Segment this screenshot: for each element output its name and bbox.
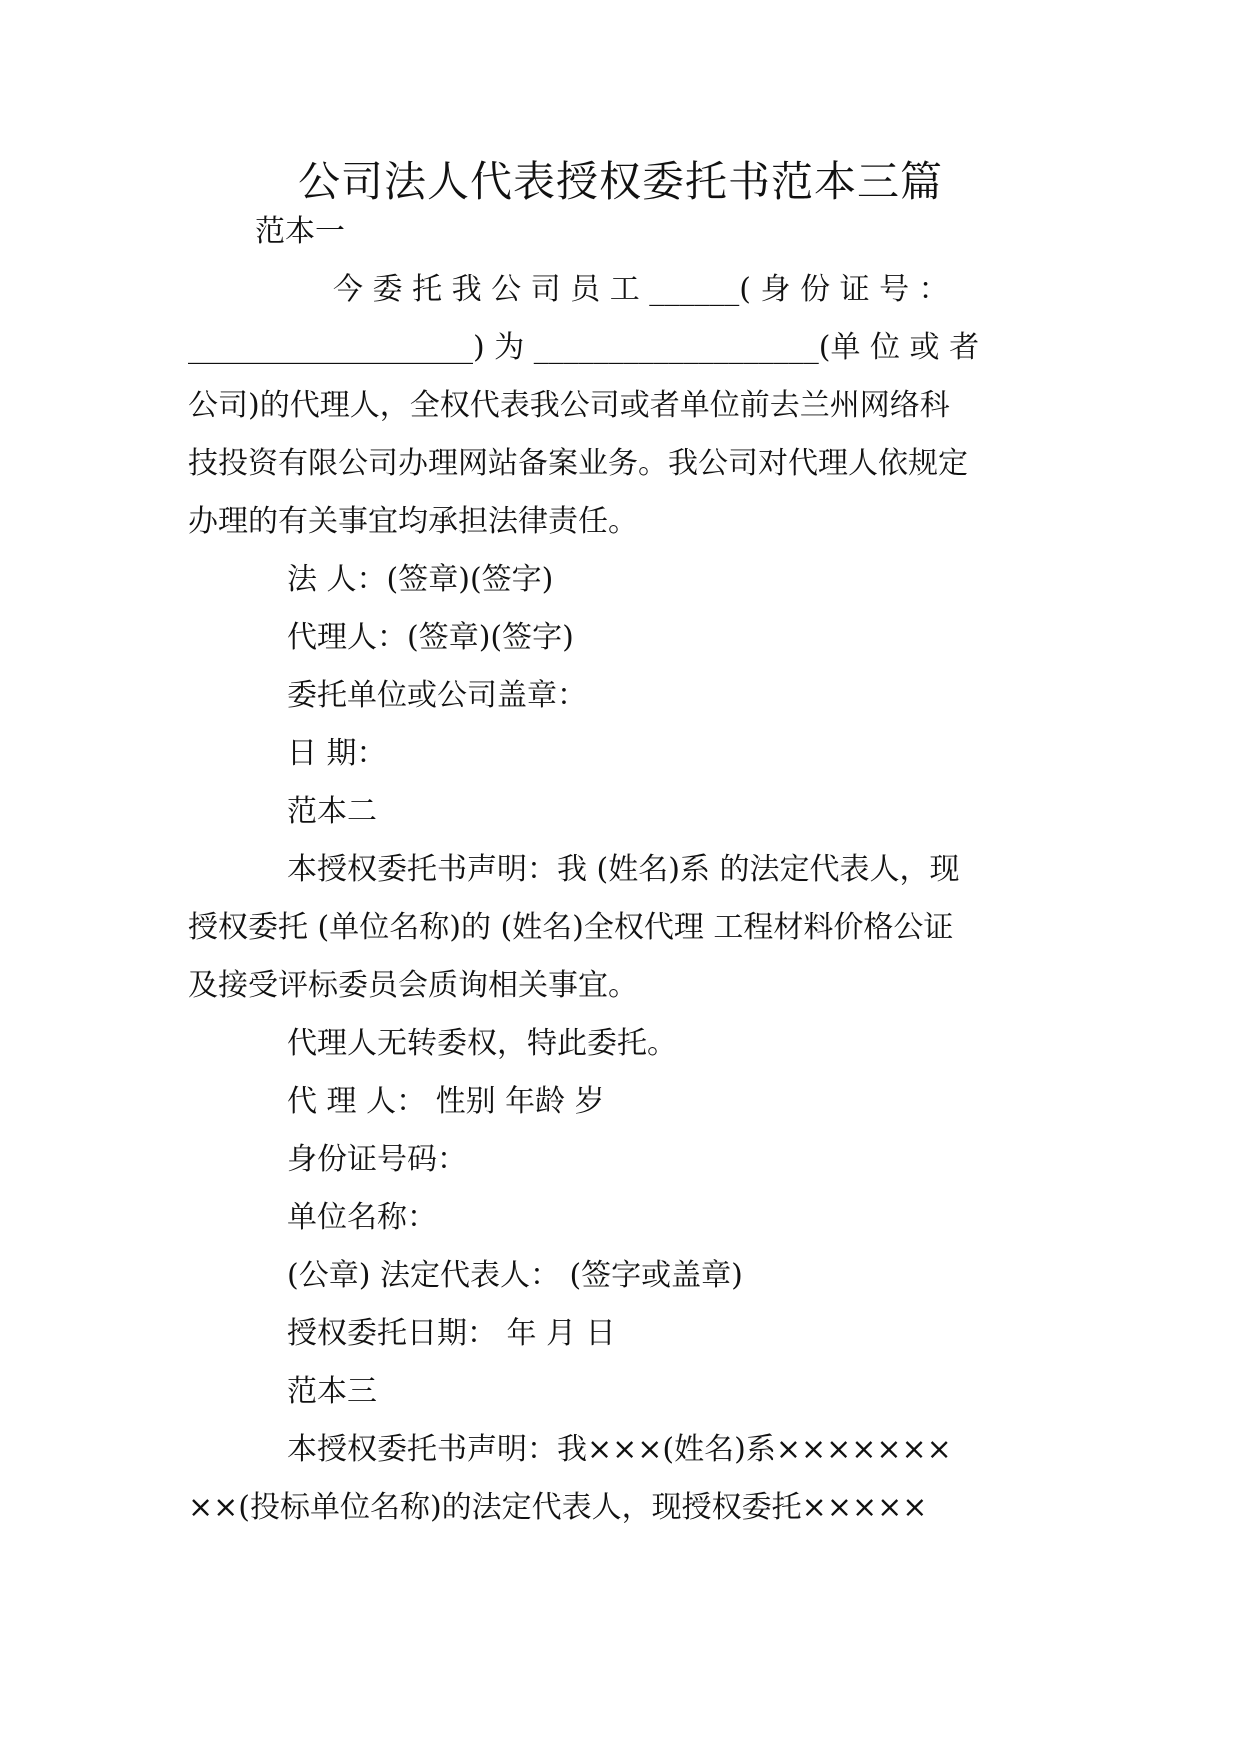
paragraph-line: 授权委托 (单位名称)的 (姓名)全权代理 工程材料价格公证 xyxy=(188,910,954,945)
signature-line: 代理人：(签章)(签字) xyxy=(287,620,574,655)
paragraph-line: ___________________) 为 ___________________(单 位 或 者 xyxy=(188,330,980,365)
paragraph-line: 今 委 托 我 公 司 员 工 ______( 身 份 证 号 ： xyxy=(333,272,949,307)
date-line: 授权委托日期： 年 月 日 xyxy=(287,1316,616,1351)
signature-line: 委托单位或公司盖章： xyxy=(287,678,587,713)
paragraph-line: 办理的有关事宜均承担法律责任。 xyxy=(188,504,638,539)
date-line: 日 期： xyxy=(287,736,387,771)
paragraph-line: 代理人无转委权，特此委托。 xyxy=(287,1026,677,1061)
field-line: 单位名称： xyxy=(287,1200,437,1235)
paragraph-line: 技投资有限公司办理网站备案业务。我公司对代理人依规定 xyxy=(188,446,968,481)
field-line: 身份证号码： xyxy=(287,1142,467,1177)
paragraph-line: ××(投标单位名称)的法定代表人，现授权委托××××× xyxy=(188,1490,928,1525)
document-title: 公司法人代表授权委托书范本三篇 xyxy=(297,157,943,206)
field-line: 代 理 人： 性别 年龄 岁 xyxy=(287,1084,605,1119)
section-heading: 范本三 xyxy=(287,1374,377,1409)
paragraph-line: 本授权委托书声明：我×××(姓名)系××××××× xyxy=(287,1432,952,1467)
signature-line: (公章) 法定代表人： (签字或盖章) xyxy=(287,1258,743,1293)
paragraph-line: 公司)的代理人，全权代表我公司或者单位前去兰州网络科 xyxy=(188,388,950,423)
signature-line: 法 人：(签章)(签字) xyxy=(287,562,554,597)
section-heading: 范本二 xyxy=(287,794,377,829)
paragraph-line: 本授权委托书声明：我 (姓名)系 的法定代表人，现 xyxy=(287,852,960,887)
section-heading: 范本一 xyxy=(255,214,345,249)
paragraph-line: 及接受评标委员会质询相关事宜。 xyxy=(188,968,638,1003)
